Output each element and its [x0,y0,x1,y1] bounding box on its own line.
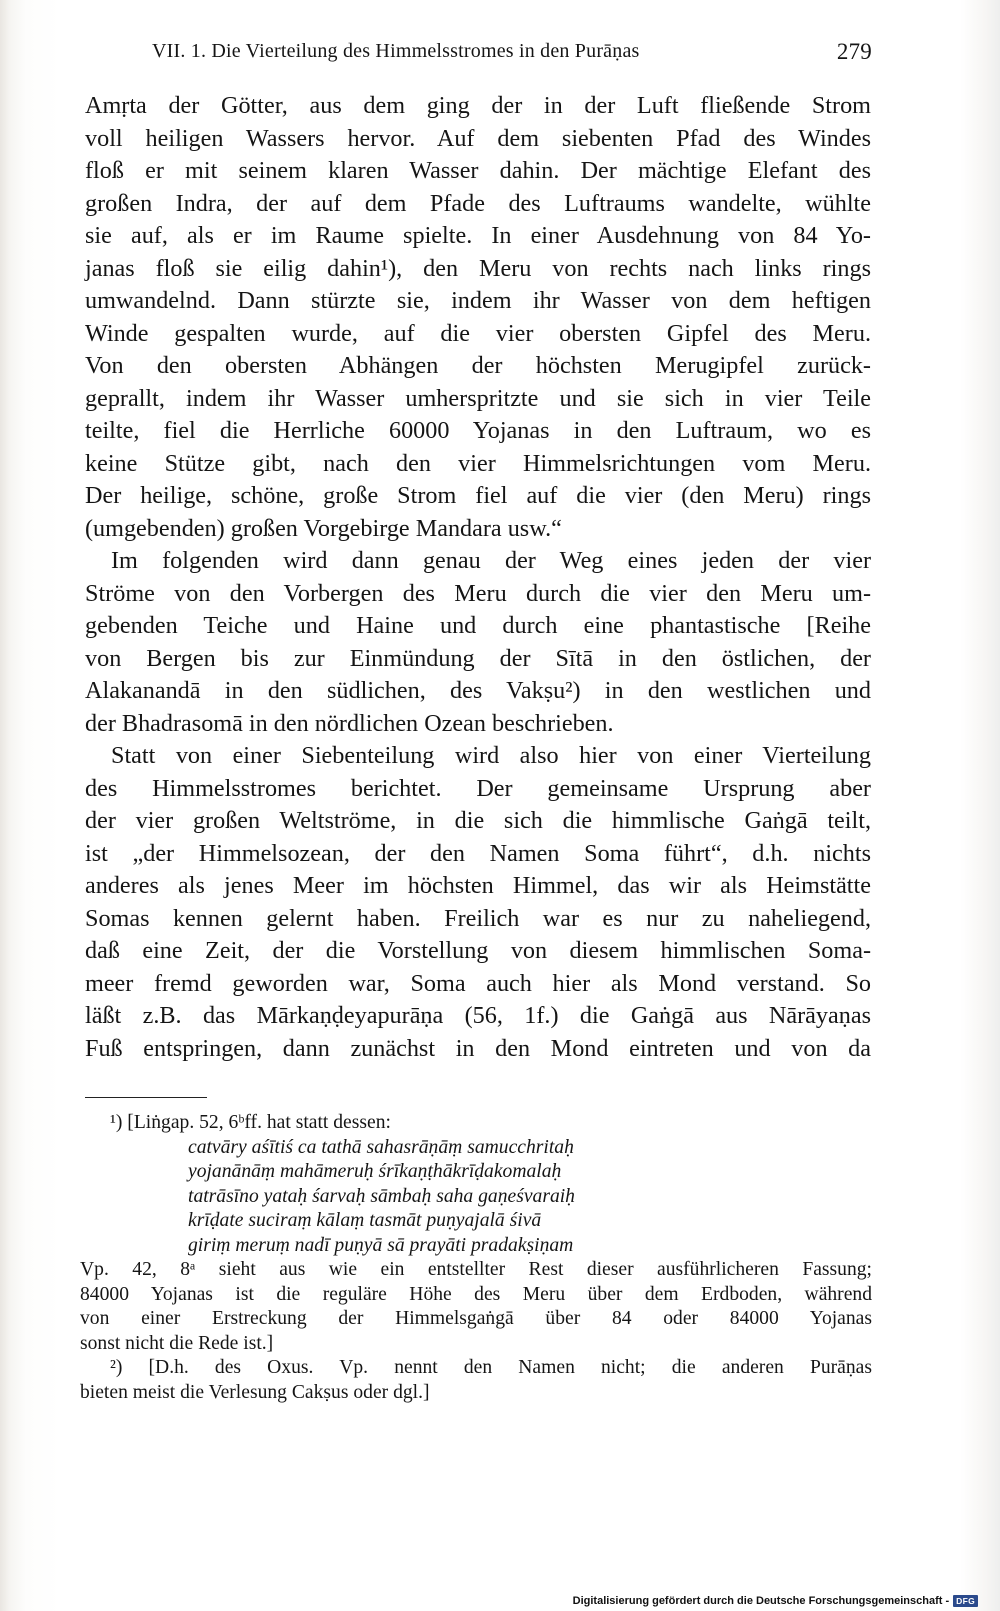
text-line: keine Stütze gibt, nach den vier Himmelsrichtungen vom Meru. [85,449,871,477]
text-line: Alakanandā in den südlichen, des Vakṣu²) in den westlichen und [85,677,871,704]
footnote-2-line: ²) [D.h. des Oxus. Vp. nennt den Namen nicht; die anderen Purāṇas [110,1357,872,1378]
footnotes [80,1111,872,1405]
text-line: Der heilige, schöne, große Strom fiel auf die vier (den Meru) rings [85,482,871,509]
text-line: des Himmelsstromes berichtet. Der gemeinsame Ursprung aber [85,774,871,802]
text-line: meer fremd geworden war, Soma auch hier als Mond verstand. So [85,969,871,997]
text-line: Von den obersten Abhängen der höchsten Merugipfel zurück- [85,352,871,379]
text-line: sie auf, als er im Raume spielte. In einer Ausdehnung von 84 Yo- [85,222,871,249]
sanskrit-verse-line: tatrāsīno yataḥ śarvaḥ sāmbaḥ saha gaṇeśvaraiḥ [188,1185,575,1207]
text-line: Winde gespalten wurde, auf die vier obersten Gipfel des Meru. [85,319,871,347]
footnote-line: sonst nicht die Rede ist.] [80,1332,274,1354]
text-line: anderes als jenes Meer im höchsten Himmel, das wir als Heimstätte [85,872,871,899]
text-line: floß er mit seinem klaren Wasser dahin. Der mächtige Elefant des [85,157,871,184]
credit-text: Digitalisierung gefördert durch die Deutsche Forschungsgemeinschaft - [572,1595,950,1607]
text-line: läßt z.B. das Mārkaṇḍeyapurāṇa (56, 1f.) die Gaṅgā aus Nārāyaṇas [85,1002,871,1029]
text-line: ist „der Himmelsozean, der den Namen Soma führt“, d.h. nichts [85,839,871,867]
text-line: voll heiligen Wassers hervor. Auf dem siebenten Pfad des Windes [85,124,871,152]
text-line: von Bergen bis zur Einmündung der Sītā in den östlichen, der [85,644,871,672]
footnote-2-line: bieten meist die Verlesung Cakṣus oder dgl.] [80,1381,430,1403]
text-line: geprallt, indem ihr Wasser umherspritzte und sie sich in vier Teile [85,384,871,412]
text-line: der vier großen Weltströme, in die sich die himmlische Gaṅgā teilt, [85,807,871,834]
text-line: Amṛta der Götter, aus dem ging der in der Luft fließende Strom [85,92,871,119]
footnote-line: 84000 Yojanas ist die reguläre Höhe des Meru über dem Erdboden, während [80,1283,872,1305]
footnote-divider [85,1097,207,1098]
main-text [85,90,871,1065]
dfg-logo-icon: DFG [953,1595,978,1607]
text-line: daß eine Zeit, der die Vorstellung von diesem himmlischen Soma- [85,937,871,964]
text-line: teilte, fiel die Herrliche 60000 Yojanas in den Luftraum, wo es [85,417,871,444]
text-line: umwandelnd. Dann stürzte sie, indem ihr Wasser von dem heftigen [85,287,871,314]
text-line: der Bhadrasomā in den nördlichen Ozean beschrieben. [85,709,614,737]
text-line: Somas kennen gelernt haben. Freilich war es nur zu naheliegend, [85,904,871,932]
running-header [152,40,872,74]
sanskrit-verse-line: catvāry aśītiś ca tathā sahasrāṇāṃ samucchritaḥ [188,1136,574,1158]
text-line: gebenden Teiche und Haine und durch eine phantastische [Reihe [85,612,871,639]
digitization-credit [573,1595,978,1607]
sanskrit-verse-line: krīḍate suciraṃ kālaṃ tasmāt puṇyajalā śivā [188,1210,542,1231]
sanskrit-verse-line: giriṃ meruṃ nadī puṇyā sā prayāti pradakṣiṇam [188,1234,574,1256]
text-line: großen Indra, der auf dem Pfade des Luftraums wandelte, wühlte [85,189,871,217]
text-line: (umgebenden) großen Vorgebirge Mandara usw.“ [85,514,562,542]
text-line: Statt von einer Siebenteilung wird also hier von einer Vierteilung [111,742,871,769]
sanskrit-verse-line: yojanānāṃ mahāmeruḥ śrīkaṇṭhākrīḍakomalaḥ [188,1161,562,1182]
footnote-line: Vp. 42, 8ᵃ sieht aus wie ein entstellter Rest dieser ausführlicheren Fassung; [80,1259,872,1280]
page-number: 279 [836,39,872,64]
text-line: janas floß sie eilig dahin¹), den Meru von rechts nach links rings [85,254,871,282]
footnote-1-head: ¹) [Liṅgap. 52, 6ᵇff. hat statt dessen: [110,1112,391,1133]
text-line: Ströme von den Vorbergen des Meru durch die vier den Meru um- [85,579,871,607]
running-title: VII. 1. Die Vierteilung des Himmelsstromes in den Purāṇas [152,40,640,62]
text-line: Fuß entspringen, dann zunächst in den Mond eintreten und von da [85,1034,871,1062]
text-line: Im folgenden wird dann genau der Weg eines jeden der vier [111,547,871,574]
footnote-line: von einer Erstreckung der Himmelsgaṅgā über 84 oder 84000 Yojanas [80,1308,872,1329]
